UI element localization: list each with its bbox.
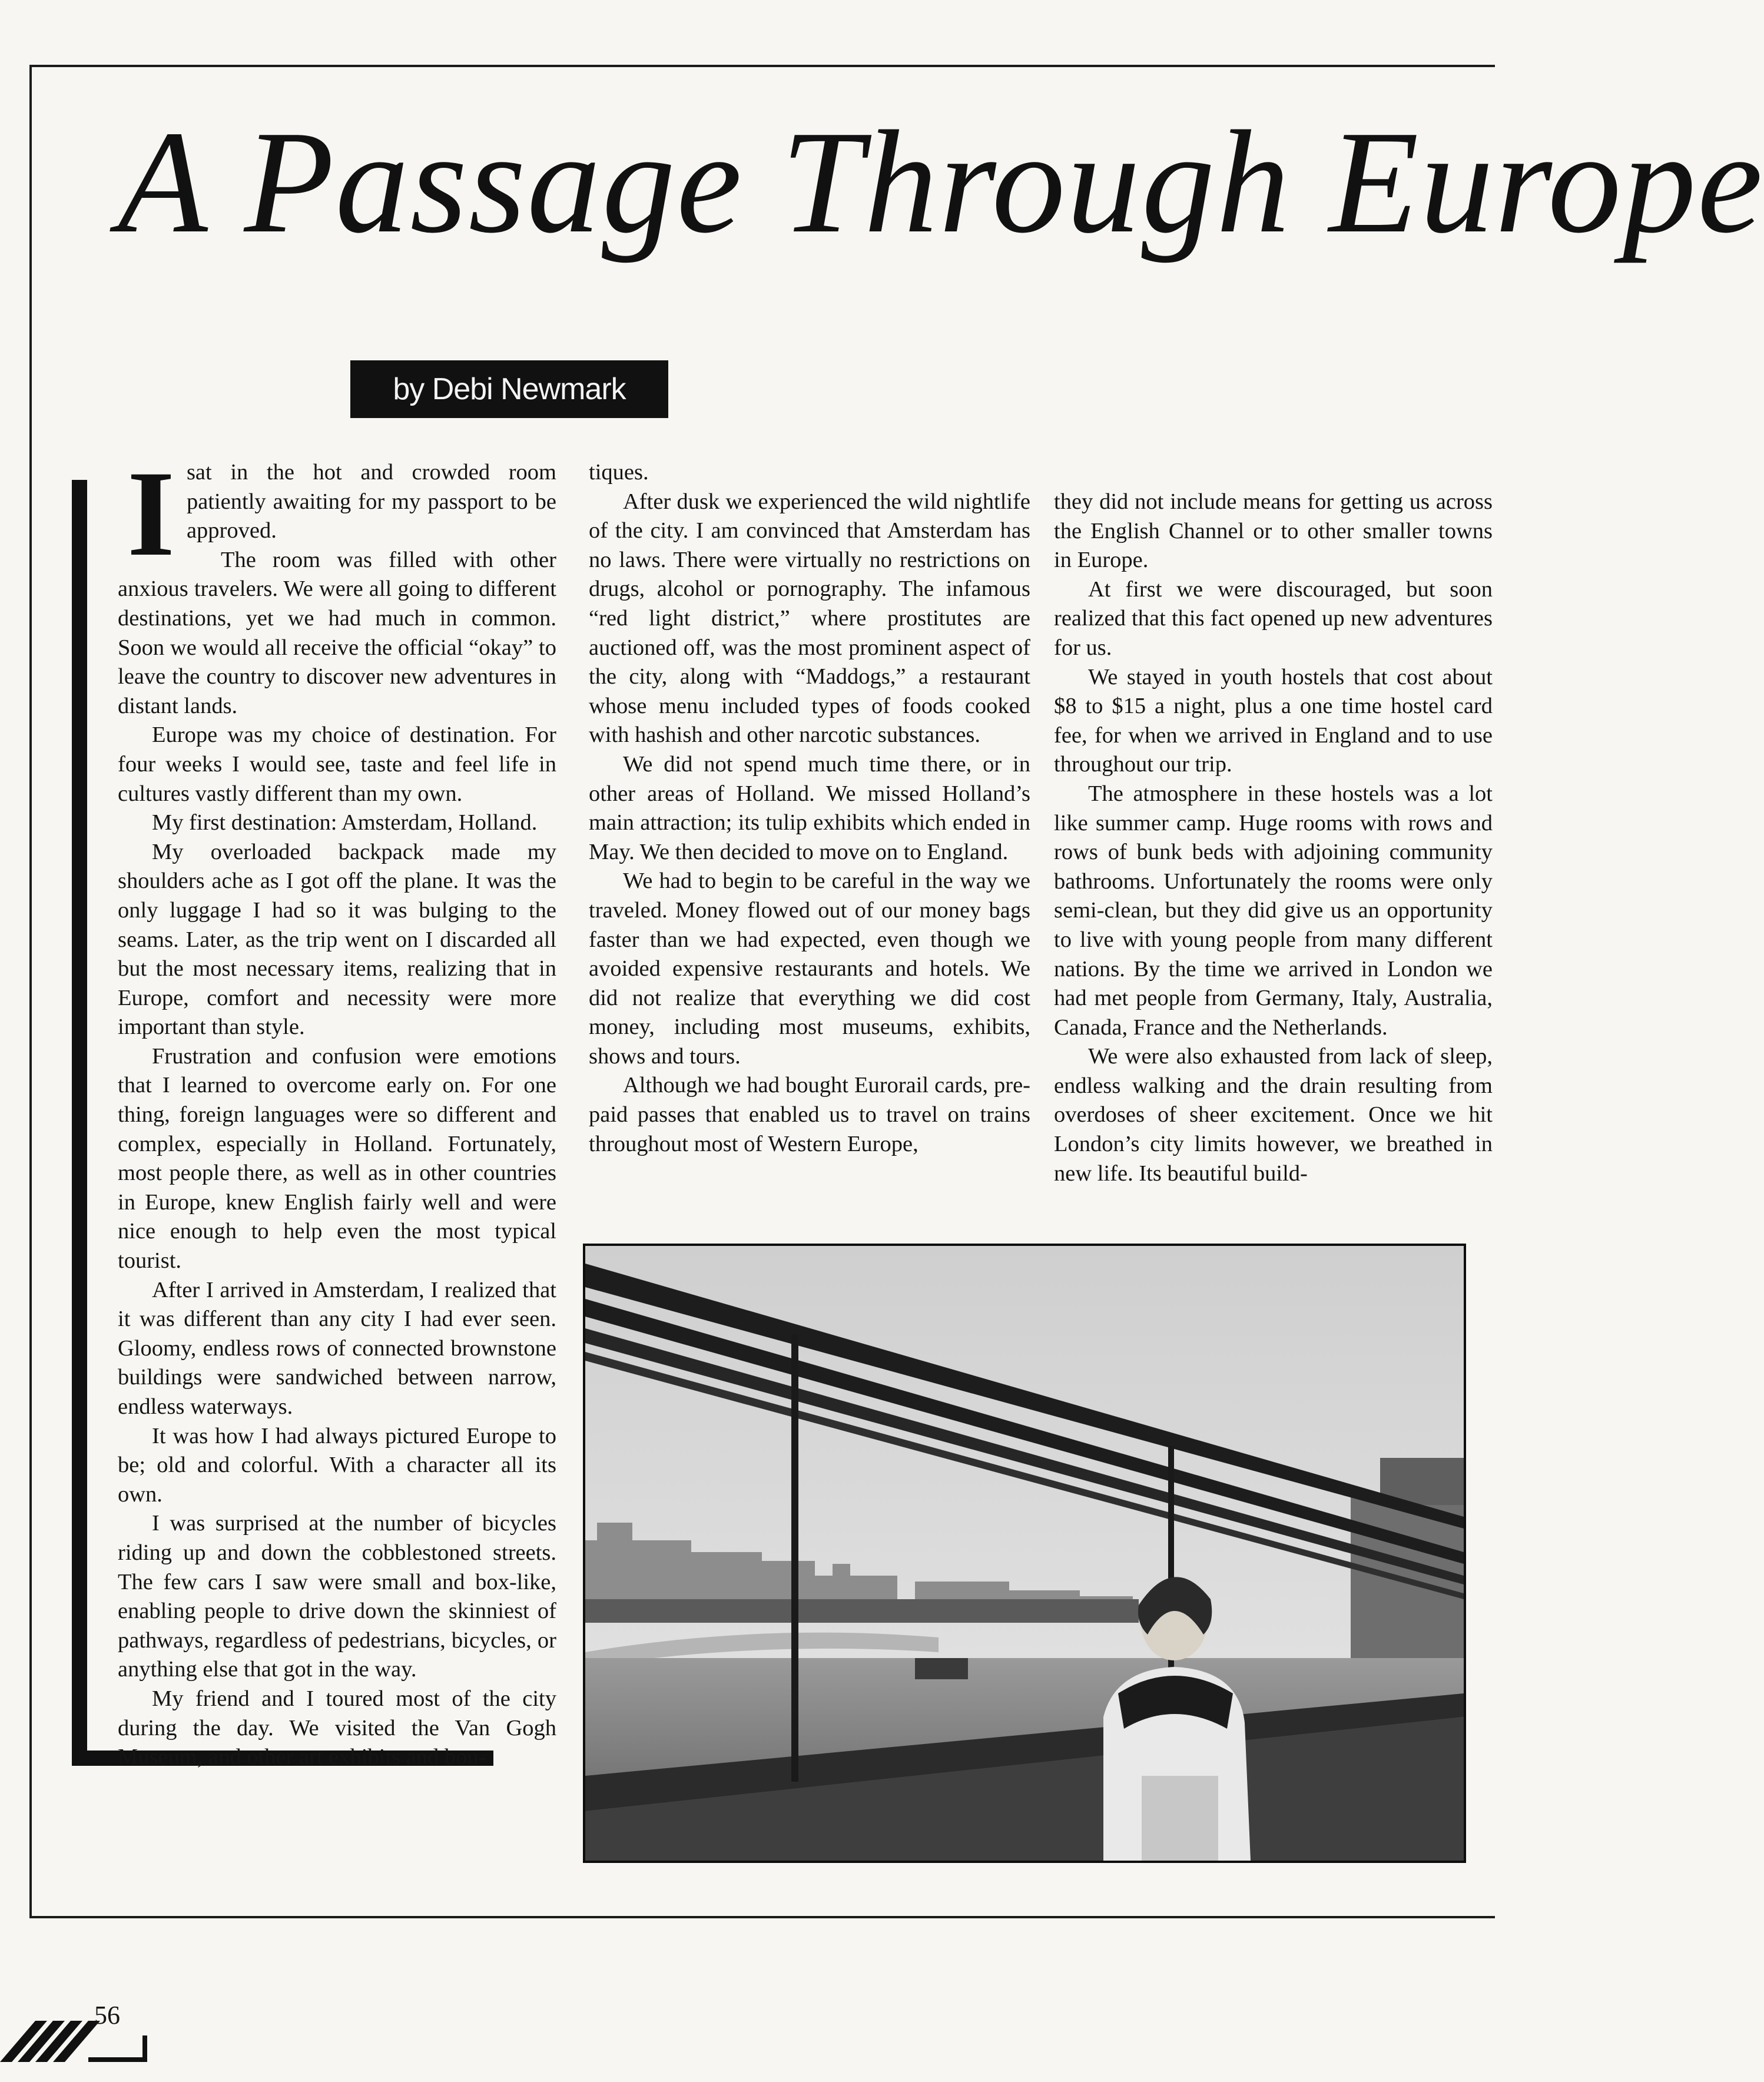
page-hatch-mark [0, 2003, 147, 2062]
bracket-rule-vertical [72, 480, 87, 1765]
paragraph: Isat in the hot and crowded room patiently awaiting for my passport to be approved. [127, 446, 556, 581]
byline: by Debi Newmark [350, 360, 668, 418]
paragraph: The atmosphere in these hostels was a lot like summer camp. Huge rooms with rows and rows of bunk beds with adjoining community bathrooms. Unfortunately the rooms were only semi-clean, but they did give us an opportunity to live with young people from many different nations. By the time we arrived in London we had met people from Germany, Italy, Australia, Canada, France and the Netherlands. [1054, 781, 1493, 1040]
paragraph: It was how I had always pictured Europe to be; old and colorful. With a character all its own. [118, 1423, 556, 1507]
paragraph: My overloaded backpack made my shoulders ache as I got off the plane. It was the only luggage I had so it was bulging to the seams. Later, as the trip went on I discarded all but the most necessary items, realizing that in Europe, comfort and necessity were more important than style. [118, 839, 556, 1040]
paragraph: Frustration and confusion were emotions that I learned to overcome early on. For one thing, foreign languages were so different and complex, especially in Holland. Fortunately, most people there, as well as in other countries in Europe, knew English fairly well and were nice enough to help even the most typical tourist. [118, 1043, 556, 1274]
paragraph: My first destination: Amsterdam, Holland. [152, 810, 538, 836]
paragraph: they did not include means for getting us across the English Channel or to other smaller towns in Europe. [1054, 489, 1493, 573]
paragraph: We stayed in youth hostels that cost about $8 to $15 a night, plus a one time hostel card fee, for when we arrived in England and to use throughout our trip. [1054, 664, 1493, 777]
drop-cap: I [127, 446, 175, 581]
paragraph: Europe was my choice of destination. For four weeks I would see, taste and feel life in cultures vastly different than my own. [118, 722, 556, 806]
page-number: 56 [94, 2001, 120, 2030]
paragraph: tiques. [589, 460, 649, 485]
article-column-1 [118, 446, 556, 1772]
paragraph: Although we had bought Eurorail cards, pre-paid passes that enabled us to travel on trains throughout most of Western Europe, [589, 1073, 1030, 1156]
paragraph: We had to begin to be careful in the way we traveled. Money flowed out of our money bags faster than we had expected, even though we avoided expensive restaurants and hotels. We did not realize that everything we did cost money, including most museums, exhibits, shows and tours. [589, 868, 1030, 1069]
paragraph: We did not spend much time there, or in other areas of Holland. We missed Holland’s main attraction; its tulip exhibits which ended in May. We then decided to move on to England. [589, 751, 1030, 864]
paragraph: The room was filled with other anxious travelers. We were all going to different destinations, yet we had much in common. Soon we would all receive the official “okay” to leave the country to discover new adventures in distant lands. [118, 547, 556, 718]
article-title: A Passage Through Europe [118, 101, 1764, 264]
paragraph: I was surprised at the number of bicycles riding up and down the cobblestoned streets. The few cars I saw were small and box-like, enabling people to drive down the skinniest of pathways, regardless of pedestrians, bicycles, or anything else that got in the way. [118, 1511, 556, 1682]
paragraph: After dusk we experienced the wild nightlife of the city. I am convinced that Amsterdam has no laws. There were virtually no restrictions on drugs, alcohol or pornography. The infamous “red light district,” where prostitutes are auctioned off, was the most prominent aspect of the city, along with “Maddogs,” a restaurant whose menu included types of foods cooked with hashish and other narcotic substances. [589, 489, 1030, 748]
article-column-2 [589, 458, 1030, 1159]
paragraph: At first we were discouraged, but soon realized that this fact opened up new adventures for us. [1054, 576, 1493, 660]
article-column-3 [1054, 488, 1493, 1188]
paragraph: We were also exhausted from lack of sleep, endless walking and the drain resulting from overdoses of sheer excitement. Once we hit London’s city limits however, we breathed in new life. Its beautiful build- [1054, 1044, 1493, 1186]
bridge-photo [583, 1244, 1466, 1863]
bridge-photo-illustration [585, 1246, 1464, 1861]
paragraph: My friend and I toured most of the city during the day. We visited the Van Gogh Museum, and other art exhibits and bou- [118, 1686, 556, 1770]
paragraph: After I arrived in Amsterdam, I realized that it was different than any city I had ever seen. Gloomy, endless rows of connected brownstone buildings were sandwiched between narrow, endless waterways. [118, 1277, 556, 1419]
